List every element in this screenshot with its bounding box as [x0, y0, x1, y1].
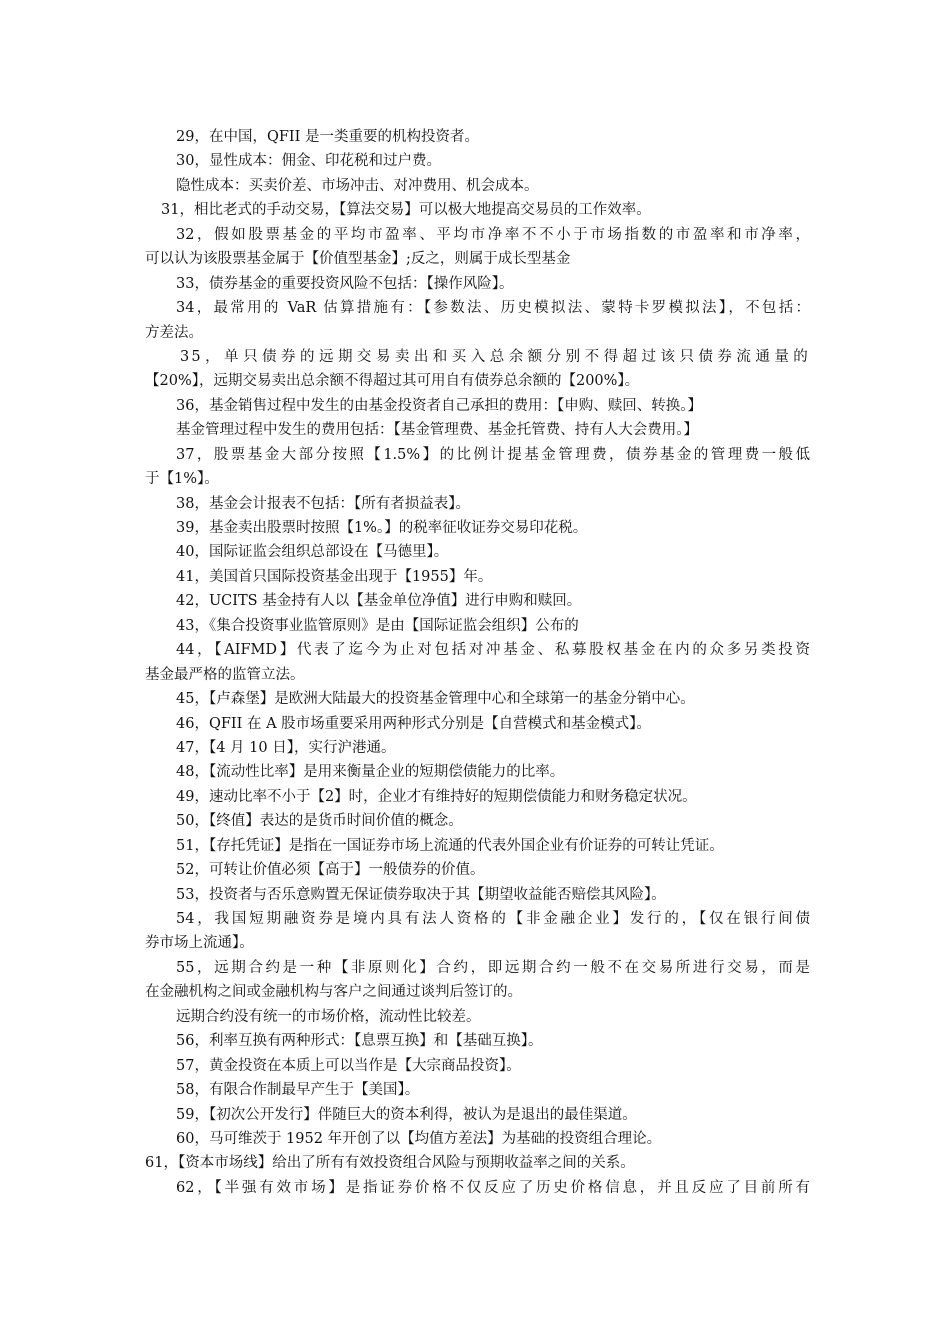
text-line: 29，在中国，QFII 是一类重要的机构投资者。 [176, 129, 479, 145]
text-line: 36，基金销售过程中发生的由基金投资者自己承担的费用：【申购、赎回、转换。】 [176, 397, 702, 414]
text-line: 31，相比老式的手动交易，【算法交易】可以极大地提高交易员的工作效率。 [161, 202, 651, 219]
text-line: 48，【流动性比率】是用来衡量企业的短期偿债能力的比率。 [176, 764, 565, 781]
text-line: 基金最严格的监管立法。 [145, 666, 305, 683]
text-line: 50，【终值】表达的是货币时间价值的概念。 [176, 813, 463, 830]
text-line: 53，投资者与否乐意购置无保证债券取决于其【期望收益能否赔偿其风险】。 [176, 886, 666, 903]
text-line: 37，股票基金大部分按照【1.5%】的比例计提基金管理费，债券基金的管理费一般低 [176, 446, 810, 463]
text-line: 45，【卢森堡】是欧洲大陆最大的投资基金管理中心和全球第一的基金分销中心。 [176, 691, 695, 708]
document-body [145, 125, 810, 1200]
text-line: 38，基金会计报表不包括：【所有者损益表】。 [176, 495, 470, 512]
text-line: 44，【AIFMD】代表了迄今为止对包括对冲基金、私募股权基金在内的众多另类投资 [176, 642, 810, 659]
text-line: 基金管理过程中发生的费用包括：【基金管理费、基金托管费、持有人大会费用。】 [176, 422, 698, 439]
text-line: 在金融机构之间或金融机构与客户之间通过谈判后签订的。 [145, 984, 522, 1001]
text-line: 55，远期合约是一种【非原则化】合约，即远期合约一般不在交易所进行交易，而是 [176, 959, 810, 976]
text-line: 56，利率互换有两种形式：【息票互换】和【基础互换】。 [176, 1033, 543, 1050]
text-line: 【20%】，远期交易卖出总余额不得超过其可用自有债券总余额的【200%】。 [145, 373, 640, 390]
text-line: 46，QFII 在 A 股市场重要采用两种形式分别是【自营模式和基金模式】。 [176, 715, 651, 732]
text-line: 52，可转让价值必须【高于】一般债券的价值。 [176, 862, 485, 879]
text-line: 39，基金卖出股票时按照【1%。】的税率征收证券交易印花税。 [176, 520, 588, 536]
text-line: 34，最常用的 VaR 估算措施有：【参数法、历史模拟法、蒙特卡罗模拟法】，不包括： [176, 300, 810, 317]
text-line: 47，【4 月 10 日】，实行沪港通。 [176, 739, 396, 756]
text-line: 51，【存托凭证】是指在一国证券市场上流通的代表外国企业有价证券的可转让凭证。 [176, 837, 724, 854]
text-line: 49，速动比率不小于【2】时，企业才有维持好的短期偿债能力和财务稳定状况。 [176, 788, 697, 805]
text-line: 方差法。 [145, 324, 203, 341]
text-line: 43，《集合投资事业监管原则》是由【国际证监会组织】公布的 [176, 617, 579, 634]
text-line: 54，我国短期融资券是境内具有法人资格的【非金融企业】发行的，【仅在银行间债 [176, 911, 810, 927]
text-line: 于【1%】。 [145, 471, 219, 488]
text-line: 35，单只债券的远期交易卖出和买入总余额分别不得超过该只债券流通量的 [180, 348, 810, 365]
text-line: 可以认为该股票基金属于【价值型基金】;反之，则属于成长型基金 [145, 251, 571, 268]
text-line: 58，有限合作制最早产生于【美国】。 [176, 1082, 420, 1099]
text-line: 59，【初次公开发行】伴随巨大的资本利得，被认为是退出的最佳渠道。 [176, 1106, 637, 1123]
text-line: 60，马可维茨于 1952 年开创了以【均值方差法】为基础的投资组合理论。 [176, 1130, 662, 1147]
text-line: 远期合约没有统一的市场价格，流动性比较差。 [176, 1008, 481, 1025]
text-line: 41，美国首只国际投资基金出现于【1955】年。 [176, 568, 493, 585]
text-line: 62，【半强有效市场】是指证券价格不仅反应了历史价格信息，并且反应了目前所有 [176, 1179, 810, 1196]
text-line: 57，黄金投资在本质上可以当作是【大宗商品投资】。 [176, 1057, 521, 1074]
text-line: 32，假如股票基金的平均市盈率、平均市净率不不小于市场指数的市盈率和市净率， [176, 226, 810, 243]
text-line: 券市场上流通】。 [145, 935, 254, 952]
text-line: 隐性成本：买卖价差、市场冲击、对冲费用、机会成本。 [176, 177, 539, 194]
text-line: 40，国际证监会组织总部设在【马德里】。 [176, 544, 449, 561]
text-line: 42，UCITS 基金持有人以【基金单位净值】进行申购和赎回。 [176, 593, 582, 610]
text-line: 30，显性成本：佣金、印花税和过户费。 [176, 153, 441, 170]
text-line: 33，债券基金的重要投资风险不包括：【操作风险】。 [176, 275, 514, 292]
text-line: 61，【资本市场线】给出了所有有效投资组合风险与预期收益率之间的关系。 [145, 1155, 635, 1172]
